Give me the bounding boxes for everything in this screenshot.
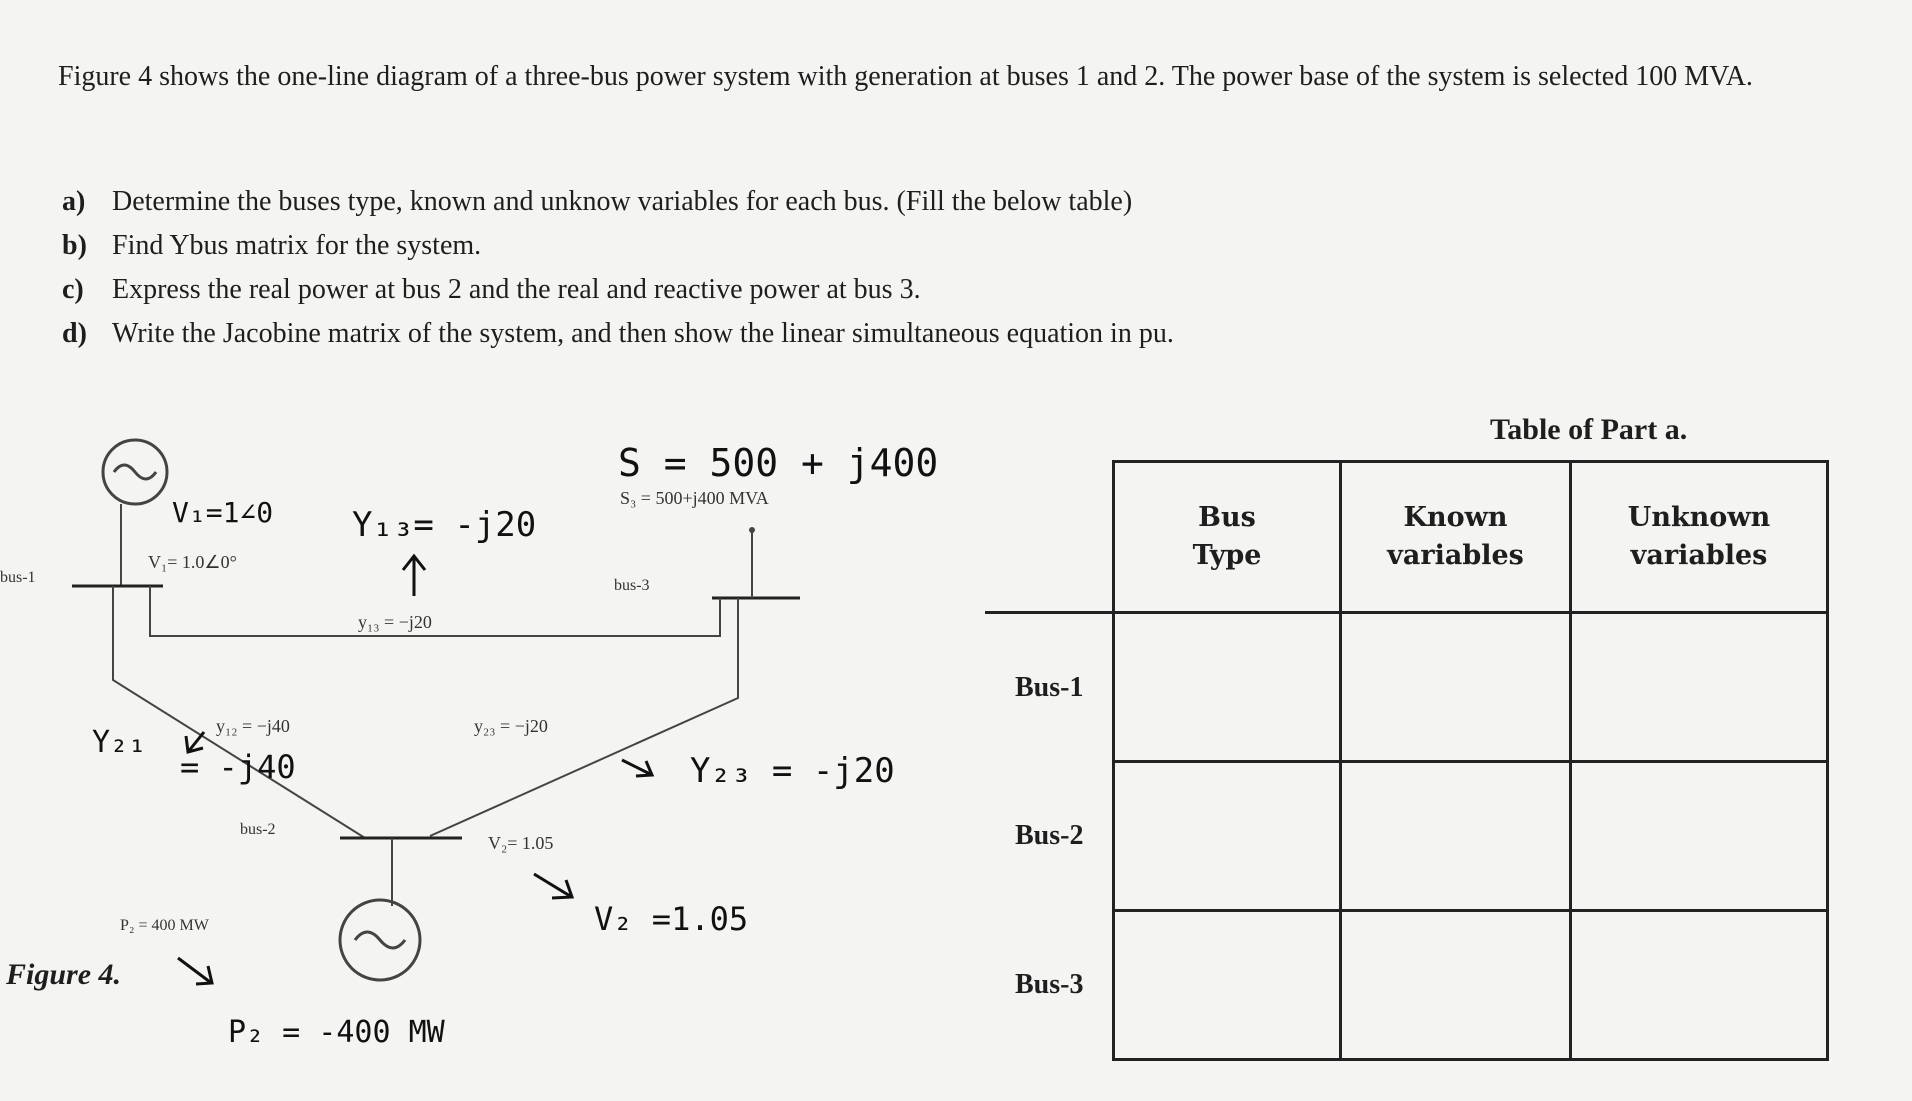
- header-line: Unknown: [1627, 502, 1771, 533]
- cell-bus-1-unknown[interactable]: [1571, 613, 1828, 762]
- question-text: Find Ybus matrix for the system.: [112, 230, 482, 261]
- y13-printed-label: y₁₃ = −j20: [358, 612, 432, 632]
- handwritten-v2: V₂ =1.05: [594, 900, 749, 938]
- s3-printed-label: S₃ = 500+j400 MVA: [620, 488, 769, 508]
- header-line: Known: [1403, 502, 1508, 533]
- cell-bus-3-unknown[interactable]: [1571, 911, 1828, 1060]
- handwritten-y21-value: = -j40: [180, 748, 296, 786]
- cell-bus-2-type[interactable]: [1114, 762, 1341, 911]
- header-unknown-variables: [1571, 462, 1828, 613]
- handwritten-y13: Y₁₃= -j20: [352, 505, 537, 545]
- handwritten-p2: P₂ = -400 MW: [228, 1015, 445, 1050]
- question-text: Determine the buses type, known and unknow variables for each bus. (Fill the below table): [112, 186, 1133, 217]
- table-corner: [985, 462, 1114, 613]
- header-line: variables: [1630, 540, 1768, 571]
- arrow-right-icon: [534, 874, 572, 898]
- arrow-down-left-icon: [186, 732, 204, 752]
- arrow-up-icon: [403, 556, 425, 596]
- figure-caption: Figure 4.: [6, 958, 122, 991]
- handwritten-y21-label: Y₂₁: [92, 725, 147, 760]
- cell-bus-3-known[interactable]: [1341, 911, 1571, 1060]
- cell-bus-3-type[interactable]: [1114, 911, 1341, 1060]
- v1-printed-label: V₁= 1.0∠0°: [148, 552, 237, 572]
- row-label-bus-1: Bus-1: [985, 613, 1114, 762]
- table-header-row: [985, 462, 1828, 613]
- handwritten-v1: V₁=1∠0: [172, 496, 274, 529]
- header-known-variables: [1341, 462, 1571, 613]
- question-text: Write the Jacobine matrix of the system, and then show the linear simultaneous equation in pu.: [112, 318, 1174, 349]
- v2-printed-label: V₂= 1.05: [488, 833, 554, 853]
- table-row: [985, 613, 1828, 762]
- question-d: [62, 312, 1742, 356]
- question-a: [62, 180, 1742, 224]
- header-line: Type: [1192, 540, 1262, 571]
- question-list: [62, 180, 1742, 356]
- cell-bus-1-type[interactable]: [1114, 613, 1341, 762]
- question-b: [62, 224, 1742, 268]
- load-3-dot: [749, 527, 755, 533]
- question-marker: d): [62, 318, 87, 349]
- y23-printed-label: y₂₃ = −j20: [474, 716, 548, 736]
- handwritten-s: S = 500 + j400: [618, 441, 939, 485]
- header-line: variables: [1387, 540, 1524, 571]
- bus-3-label: bus-3: [614, 577, 650, 594]
- bus-2-label: bus-2: [240, 821, 276, 838]
- row-label-bus-3: Bus-3: [985, 911, 1114, 1060]
- header-bus-type: [1114, 462, 1341, 613]
- table-caption: Table of Part a.: [1490, 413, 1688, 446]
- problem-intro: Figure 4 shows the one-line diagram of a three-bus power system with generation at buses 1 and 2. The power base of the system is selected 100 MVA.: [58, 61, 1753, 92]
- cell-bus-1-known[interactable]: [1341, 613, 1571, 762]
- one-line-diagram: [0, 430, 960, 1060]
- cell-bus-2-unknown[interactable]: [1571, 762, 1828, 911]
- p2-printed-label: P₂ = 400 MW: [120, 917, 209, 934]
- bus-variables-table: [985, 460, 1829, 1061]
- y12-printed-label: y₁₂ = −j40: [216, 716, 290, 736]
- arrow-right-icon: [622, 760, 652, 776]
- bus-1-label: bus-1: [0, 569, 36, 586]
- handwritten-y23: Y₂₃ = -j20: [690, 751, 895, 791]
- generator-2-wave: [355, 932, 405, 948]
- table-row: [985, 911, 1828, 1060]
- question-c: [62, 268, 1742, 312]
- question-marker: b): [62, 230, 87, 261]
- arrow-right-icon: [178, 958, 212, 984]
- generator-1-wave: [114, 465, 156, 479]
- table-row: [985, 762, 1828, 911]
- header-line: Bus: [1198, 502, 1256, 533]
- question-text: Express the real power at bus 2 and the real and reactive power at bus 3.: [112, 274, 921, 305]
- cell-bus-2-known[interactable]: [1341, 762, 1571, 911]
- question-marker: c): [62, 274, 84, 305]
- question-marker: a): [62, 186, 86, 217]
- row-label-bus-2: Bus-2: [985, 762, 1114, 911]
